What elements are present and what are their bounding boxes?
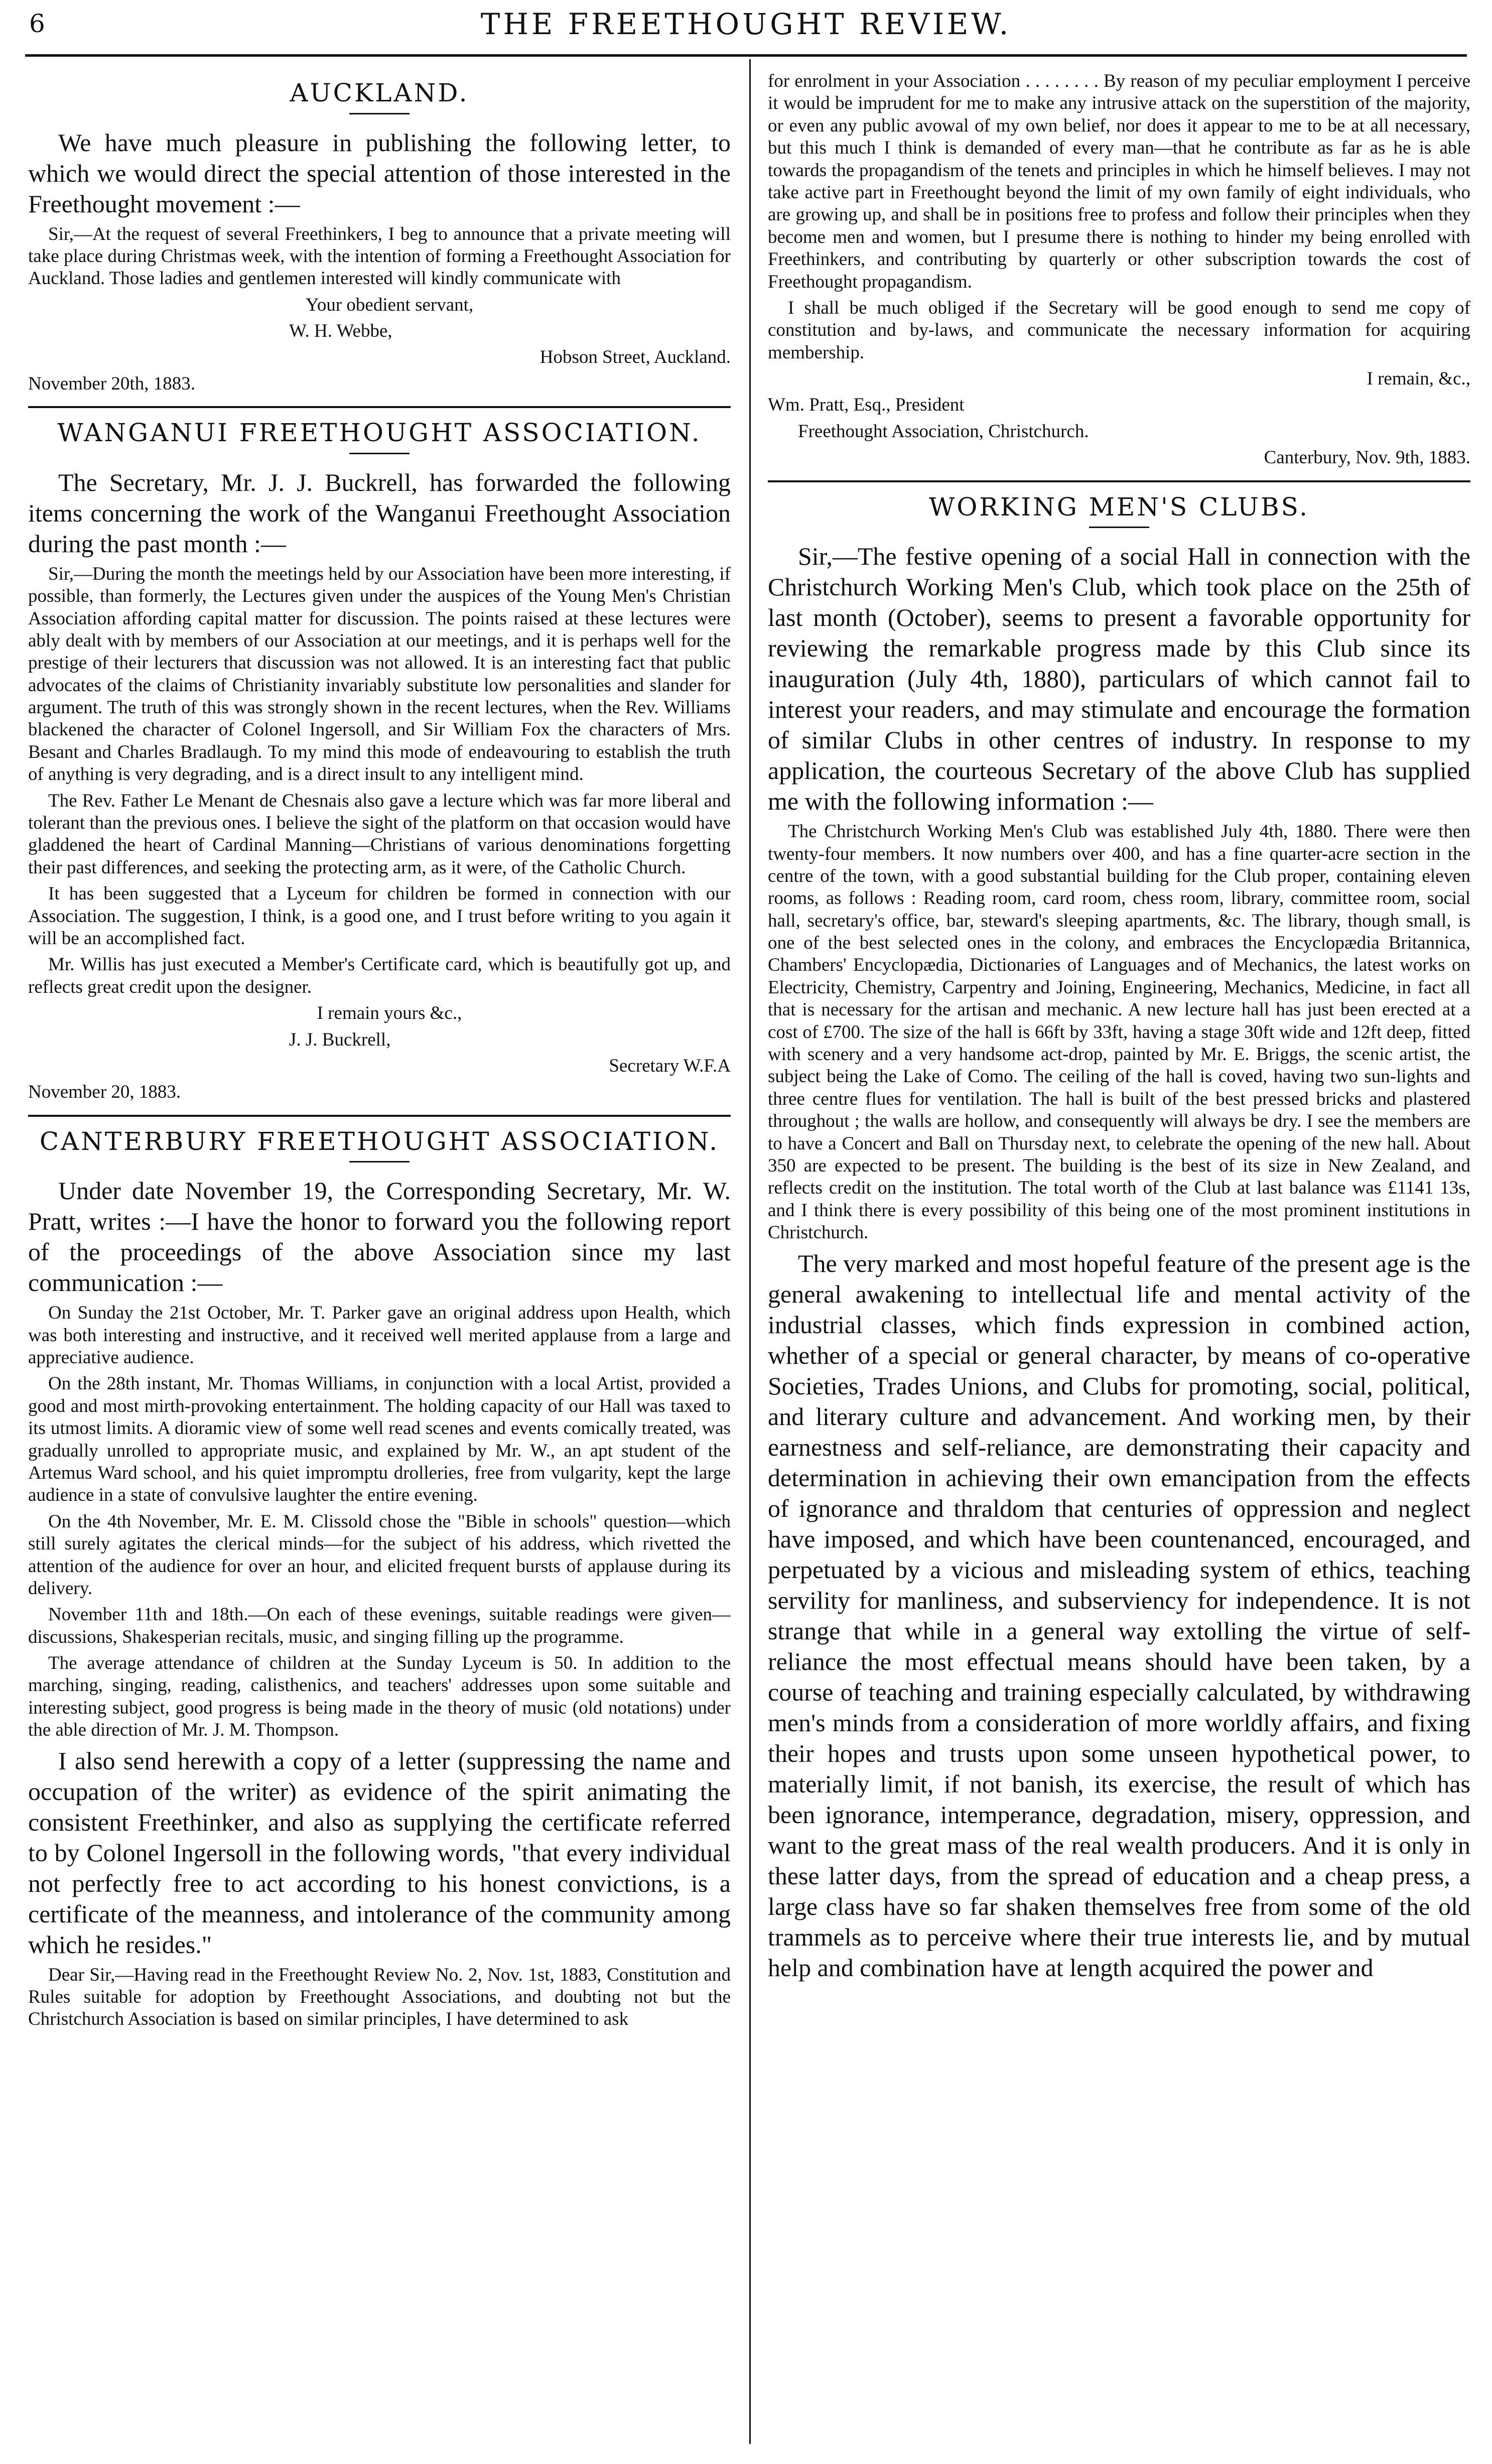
intro-paragraph: We have much pleasure in publishing the following letter, to which we would direct the special attention of those interested in the Freethought movement :— [28,128,731,218]
paragraph: It has been suggested that a Lyceum for children be formed in connection with our Association. The suggestion, I think, is a good one, and I trust before writing to you again it will be an accomplished fact. [28,883,731,949]
paragraph: On Sunday the 21st October, Mr. T. Parker gave an original address upon Health, which was both interesting and instructive, and it received well merited applause from a large and appreciative audience. [28,1303,731,1368]
section-auckland [28,77,731,395]
paragraph: Mr. Willis has just executed a Member's Certificate card, which is beautifully got up, and reflects great credit upon the designer. [28,954,731,997]
intro-paragraph: The Secretary, Mr. J. J. Buckrell, has forwarded the following items concerning the work of the Wanganui Freethought Association during the past month :— [28,468,731,558]
running-title: THE FREETHOUGHT REVIEW. [480,7,1012,41]
closing: I remain, &c., [1367,368,1470,390]
section-canterbury [28,1126,731,2031]
paragraph: The average attendance of children at the Sunday Lyceum is 50. In addition to the marching, singing, reading, calisthenics, and teachers' addresses upon some suitable and interesting subject, good progress is being made in the theory of music (old notations) under the able direction of Mr. J. M. Thompson. [28,1653,731,1741]
letter-paragraph: Sir,—At the request of several Freethinkers, I beg to announce that a private meeting will take place during Christmas week, with the intention of forming a Freethought Association for Auckland. Those ladies and gentlemen interested will kindly communicate with [28,223,731,289]
section-title: AUCKLAND. [290,78,469,107]
paragraph: November 11th and 18th.—On each of these evenings, suitable readings were given—discussions, Shakesperian recitals, music, and singing filling up the programme. [28,1604,731,1647]
paragraph: The Rev. Father Le Menant de Chesnais also gave a lecture which was far more liberal and tolerant than the previous ones. I believe the sight of the platform on that occasion would have gladdened the heart of Cardinal Manning—Christians of various denominations forgetting their past differences, and seeking the protecting arm, as it were, of the Catholic Church. [28,790,731,878]
section-title: CANTERBURY FREETHOUGHT ASSOCIATION. [39,1126,720,1156]
date: November 20, 1883. [28,1082,181,1103]
title-rule [1089,527,1149,528]
letter-continued: for enrolment in your Association . . . . . . . . By reason of my peculiar employment I perceive it would be imprudent for me to make any intrusive attack on the superstition of the majority, or even any public avowal of my own belief, nor does it appear to me to be at all necessary, but this much I think is demanded of every man—that he contribute as far as he is able towards the propagandism of the tenets and principles in which he himself believes. I may not take active part in Freethought beyond the limit of my own family of eight individuals, who are growing up, and shall be in positions free to profess and follow their principles when they become men and women, but I presume there is nothing to hinder my being enrolled with Freethinkers, and contributing by quarterly or other subscription towards the cost of Freethought propagandism. [768,71,1470,292]
title-rule [349,113,410,114]
section-rule [28,1115,731,1117]
letter-paragraph: I shall be much obliged if the Secretary will be good enough to send me copy of constitution and by-laws, and communicate the necessary information for acquiring membership. [768,297,1470,363]
section-wanganui [28,417,731,1103]
addressee: Wm. Pratt, Esq., President [768,395,965,416]
section-rule [28,406,731,408]
closing: I remain yours &c., [317,1003,462,1024]
left-column [28,70,731,2035]
address: Hobson Street, Auckland. [539,347,731,368]
closing: Your obedient servant, [305,294,474,315]
title-rule [349,453,410,454]
lead-paragraph: I also send herewith a copy of a letter (suppressing the name and occupation of the writer) as evidence of the spirit animating the consistent Freethinker, and also as supplying the certificate referred to by Colonel Ingersoll in the following words, "that every individual not perfectly free to act according to his honest convictions, is a certificate of the meanness, and intolerance of the community among which he resides." [28,1746,731,1959]
signer: W. H. Webbe, [289,321,392,342]
date: November 20th, 1883. [28,373,195,394]
paragraph: On the 28th instant, Mr. Thomas Williams, in conjunction with a local Artist, provided a good and most mirth-provoking entertainment. The holding capacity of our Hall was taxed to its utmost limits. A dioramic view of some well read scenes and events comically treated, was gradually unrolled to appropriate music, and explained by Mr. W., an apt student of the Artemus Ward school, and his quiet impromptu drolleries, free from vulgarity, kept the large audience in a state of convulsive laughter the entire evening. [28,1373,731,1506]
section-title: WORKING MEN'S CLUBS. [928,492,1310,522]
date: Canterbury, Nov. 9th, 1883. [1264,447,1470,468]
intro-paragraph: Under date November 19, the Corresponding Secretary, Mr. W. Pratt, writes :—I have the honor to forward you the following report of the proceedings of the above Association since my last communication :— [28,1177,731,1297]
signer: J. J. Buckrell, [289,1029,391,1050]
column-rule [749,59,751,2444]
paragraph: Sir,—During the month the meetings held by our Association have been more interesting, if possible, than formerly, the Lectures given under the auspices of the Young Men's Christian Association affording capital matter for discussion. The points raised at these lectures were ably dealt with by members of our Association at our meetings, and it is perhaps well for the prestige of their lecturers that discussion was not allowed. It is an interesting fact that public advocates of the claims of Christianity invariably substitute low personalities and slander for argument. The truth of this was strongly shown in the recent lectures, when the Rev. Williams blackened the character of Colonel Ingersoll, and Sir William Fox the characters of Mrs. Besant and Charles Bradlaugh. To my mind this mode of endeavouring to establish the truth of anything is very degrading, and is a direct insult to any intelligent mind. [28,563,731,785]
letter-paragraph: Dear Sir,—Having read in the Freethought Review No. 2, Nov. 1st, 1883, Constitution and Rules suitable for adoption by Freethought Associations, and doubting not but the Christchurch Association is based on similar principles, I have determined to ask [28,1964,731,2030]
section-title: WANGANUI FREETHOUGHT ASSOCIATION. [57,418,702,448]
right-column [768,70,1470,1987]
section-canterbury-continued [768,70,1470,469]
quoted-paragraph: The Christchurch Working Men's Club was established July 4th, 1880. There were then twenty-four members. It now numbers over 400, and has a fine quarter-acre section in the centre of the town, with a good substantial building for the Club proper, containing eleven rooms, as follows : Reading room, card room, chess room, library, committee room, social hall, secretary's office, bar, steward's sleeping apartments, &c. The library, though small, is one of the best selected ones in the colony, and embraces the Encyclopædia Britannica, Chambers' Encyclopædia, Dictionaries of Languages and of Mechanics, the latest works on Electricity, Chemistry, Carpentry and Joining, Engineering, Mechanics, Medicine, in fact all that is necessary for the artisan and mechanic. A new lecture hall has just been erected at a cost of £700. The size of the hall is 66ft by 33ft, having a stage 30ft wide and 12ft deep, fitted with scenery and a very handsome act-drop, painted by Mr. E. Briggs, the scenic artist, the subject being the Lake of Como. The ceiling of the hall is coved, having two sun-lights and three centre flues for ventilation. The hall is built of the best pressed bricks and plastered throughout ; the walls are hollow, and consequently will always be dry. I see the members are to have a Concert and Ball on Thursday next, to celebrate the opening of the new hall. About 350 are expected to be present. The building is the best of its size in New Zealand, and reflects credit on the institution. The total worth of the Club at last balance was £1141 13s, and I think there is every possibility of this being one of the most prominent institutions in Christchurch. [768,821,1470,1243]
addressee: Freethought Association, Christchurch. [798,421,1089,442]
body-paragraph: The very marked and most hopeful feature of the present age is the general awakening to intellectual life and mental activity of the industrial classes, which finds expression in combined action, whether of a special or general character, by means of co-operative Societies, Trades Unions, and Clubs for promoting, social, political, and literary culture and advancement. And working men, by their earnestness and self-reliance, are demonstrating their capacity and determination in achieving their own emancipation from the effects of ignorance and thraldom that centuries of oppression and neglect have imposed, and which have been countenanced, encouraged, and perpetuated by a vicious and misleading system of ethics, teaching servility for manliness, and subserviency for independence. It is not strange that while in a general way extolling the virtue of self-reliance the most effectual means should have been taken, by a course of teaching and training especially calculated, by withdrawing men's minds from a consideration of more worldly affairs, and fixing their hopes and trusts upon some unseen hypothetical power, to materially limit, if not banish, its exercise, the result of which has been ignorance, intemperance, degradation, misery, oppression, and want to the great mass of the real wealth producers. And it is only in these latter days, from the spread of education and a cheap press, a large class have so far shaken themselves free from some of the old trammels as to perceive where their true interests lie, and by mutual help and combination have at length acquired the power and [768,1249,1470,1982]
page-number: 6 [29,9,45,38]
section-working-mens-clubs [768,491,1470,1983]
title-rule [349,1161,410,1162]
section-rule [768,480,1470,482]
header-rule [25,54,1467,57]
intro-paragraph: Sir,—The festive opening of a social Hall in connection with the Christchurch Working Men's Club, which took place on the 25th of last month (October), seems to present a favorable opportunity for reviewing the remarkable progress made by this Club since its inauguration (July 4th, 1880), particulars of which cannot fail to interest your readers, and may stimulate and encourage the formation of similar Clubs in other centres of industry. In response to my application, the courteous Secretary of the above Club has supplied me with the following information :— [768,542,1470,816]
role: Secretary W.F.A [609,1055,731,1076]
paragraph: On the 4th November, Mr. E. M. Clissold chose the "Bible in schools" question—which still surely agitates the clerical minds—for the subject of his address, which rivetted the attention of the audience for over an hour, and elicited frequent bursts of applause during its delivery. [28,1511,731,1599]
